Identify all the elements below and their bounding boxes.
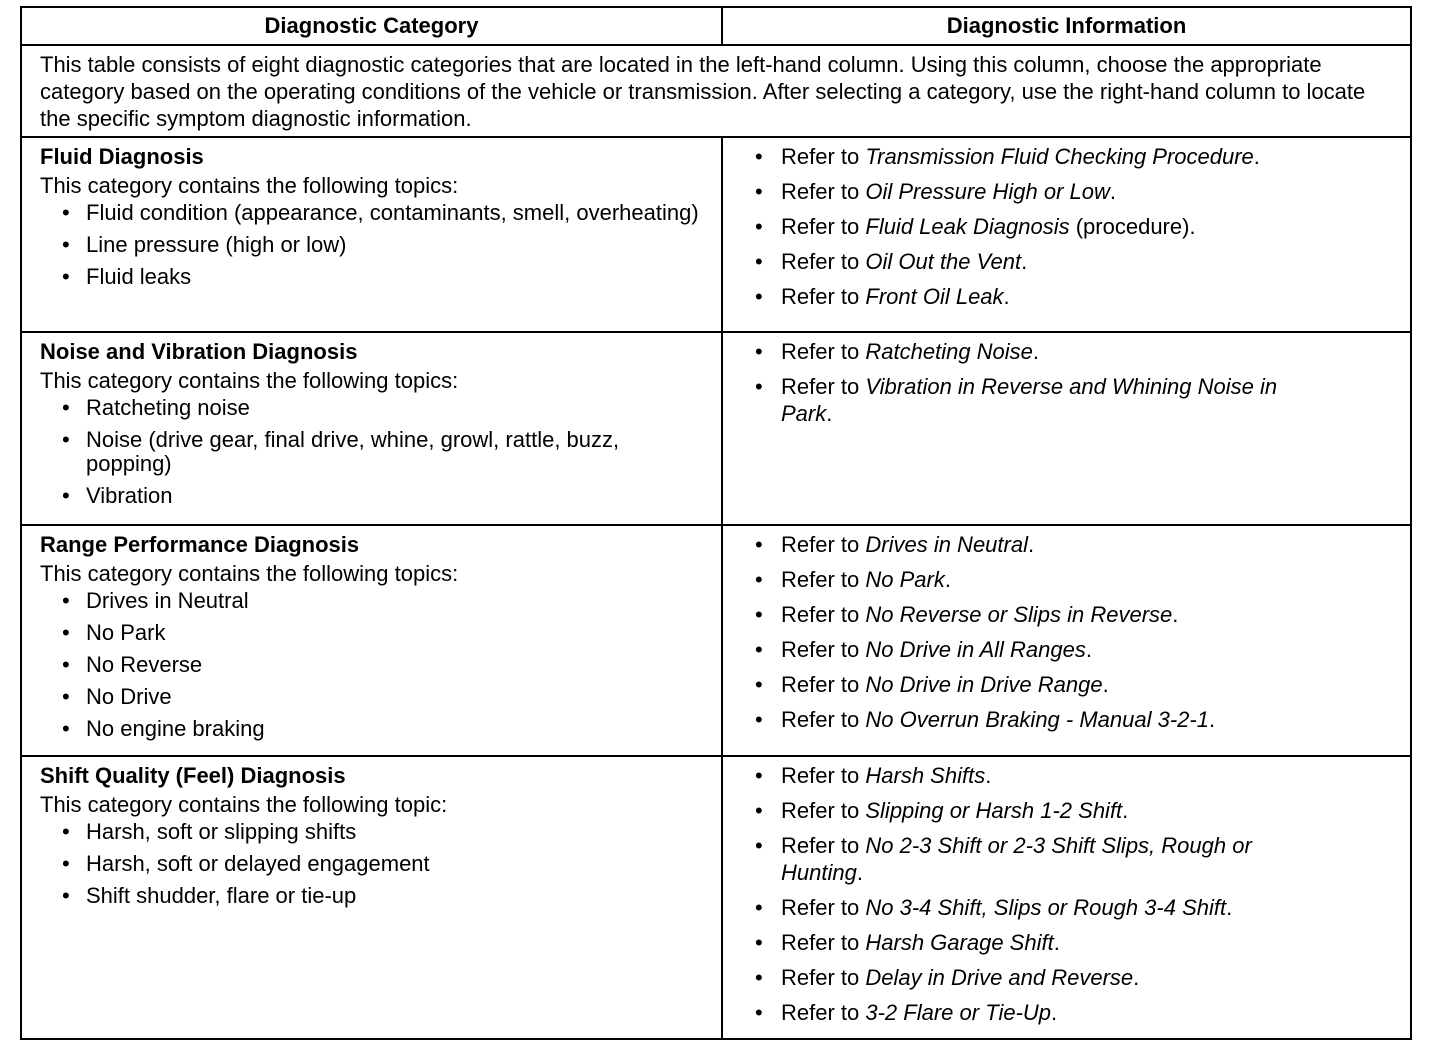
category-title: Shift Quality (Feel) Diagnosis (40, 763, 346, 788)
reference-prefix: Refer to (781, 249, 866, 274)
category-row-fluid (21, 137, 1411, 332)
reference-prefix: Refer to (781, 965, 866, 990)
topic-item: • No engine braking (40, 717, 707, 741)
reference-item (755, 601, 1396, 628)
topic-item: • Line pressure (high or low) (40, 233, 707, 257)
category-description: This category contains the following topics: (40, 173, 459, 198)
reference-list (755, 338, 1396, 427)
topic-list (40, 201, 707, 289)
topic-item: • Noise (drive gear, final drive, whine, growl, rattle, buzz, popping) (40, 428, 707, 476)
topic-item: • Harsh, soft or delayed engagement (40, 852, 707, 876)
procedure-link: No Drive in Drive Range (865, 672, 1103, 697)
info-cell (722, 137, 1411, 332)
reference-suffix: . (1102, 672, 1109, 697)
reference-suffix: . (826, 401, 833, 426)
reference-prefix: Refer to (781, 1000, 866, 1025)
reference-item (755, 964, 1396, 991)
category-title: Range Performance Diagnosis (40, 532, 360, 557)
category-description: This category contains the following topic: (40, 792, 448, 817)
reference-suffix: . (985, 763, 992, 788)
reference-suffix: . (1172, 602, 1179, 627)
reference-item (755, 706, 1396, 733)
procedure-link: Drives in Neutral (865, 532, 1028, 557)
topic-item: • Ratcheting noise (40, 396, 707, 420)
topic-item: • Harsh, soft or slipping shifts (40, 820, 707, 844)
category-cell (21, 756, 722, 1039)
reference-suffix: . (1109, 179, 1117, 204)
reference-prefix: Refer to (781, 637, 866, 662)
procedure-link: No Overrun Braking - Manual 3-2-1 (865, 707, 1209, 732)
info-cell (722, 525, 1411, 756)
category-description: This category contains the following topics: (40, 368, 459, 393)
reference-suffix: . (1021, 249, 1028, 274)
category-cell (21, 525, 722, 756)
procedure-link: No 3-4 Shift, Slips or Rough 3-4 Shift (865, 895, 1227, 920)
intro-row (21, 45, 1411, 137)
category-cell (21, 137, 722, 332)
procedure-link: Oil Pressure High or Low (865, 179, 1110, 204)
reference-item (755, 283, 1396, 310)
reference-item (755, 143, 1396, 170)
reference-suffix: . (1051, 1000, 1058, 1025)
reference-suffix: . (1208, 707, 1216, 732)
reference-prefix: Refer to (781, 707, 866, 732)
reference-prefix: Refer to (781, 602, 866, 627)
reference-suffix: . (1032, 339, 1040, 364)
reference-item (755, 671, 1396, 698)
procedure-link: Delay in Drive and Reverse (865, 965, 1134, 990)
reference-prefix: Refer to (781, 672, 866, 697)
reference-suffix: (procedure). (1069, 214, 1196, 239)
topic-item: • Vibration (40, 484, 707, 508)
reference-item (755, 178, 1396, 205)
info-cell (722, 332, 1411, 525)
info-cell (722, 756, 1411, 1039)
reference-suffix: . (1133, 965, 1140, 990)
reference-item (755, 832, 1396, 886)
reference-suffix: . (1122, 798, 1129, 823)
topic-item: • Fluid leaks (40, 265, 707, 289)
header-row (21, 7, 1411, 45)
topic-item: • No Park (40, 621, 707, 645)
reference-item (755, 929, 1396, 956)
header-diagnostic-information: Diagnostic Information (722, 7, 1411, 45)
procedure-link: No Reverse or Slips in Reverse (865, 602, 1173, 627)
reference-prefix: Refer to (781, 798, 866, 823)
category-description: This category contains the following topics: (40, 561, 459, 586)
reference-item (755, 797, 1396, 824)
reference-suffix: . (1027, 532, 1035, 557)
reference-item (755, 531, 1396, 558)
procedure-link: Harsh Shifts (865, 763, 986, 788)
reference-prefix: Refer to (781, 930, 866, 955)
reference-item (755, 636, 1396, 663)
category-title: Noise and Vibration Diagnosis (40, 339, 358, 364)
topic-item: • Shift shudder, flare or tie-up (40, 884, 707, 908)
procedure-link: Harsh Garage Shift (865, 930, 1054, 955)
procedure-link: Front Oil Leak (865, 284, 1004, 309)
reference-item (755, 566, 1396, 593)
reference-suffix: . (856, 860, 863, 885)
reference-item (755, 373, 1396, 427)
category-row-shift-quality (21, 756, 1411, 1039)
reference-prefix: Refer to (781, 833, 866, 858)
topic-item: • Fluid condition (appearance, contaminants, smell, overheating) (40, 201, 707, 225)
procedure-link: 3-2 Flare or Tie-Up (865, 1000, 1052, 1025)
reference-item (755, 248, 1396, 275)
reference-suffix: . (1003, 284, 1010, 309)
reference-prefix: Refer to (781, 532, 866, 557)
header-diagnostic-category: Diagnostic Category (21, 7, 722, 45)
reference-prefix: Refer to (781, 895, 866, 920)
category-cell (21, 332, 722, 525)
reference-list (755, 531, 1396, 733)
topic-list (40, 820, 707, 908)
topic-item: • No Reverse (40, 653, 707, 677)
diagnostic-table (20, 6, 1412, 1040)
reference-item (755, 762, 1396, 789)
reference-prefix: Refer to (781, 339, 866, 364)
procedure-link: No Drive in All Ranges (865, 637, 1086, 662)
procedure-link: Vibration in Reverse and Whining Noise in Park (781, 374, 1278, 426)
procedure-link: Transmission Fluid Checking Procedure (865, 144, 1254, 169)
reference-suffix: . (944, 567, 951, 592)
procedure-link: Oil Out the Vent (865, 249, 1022, 274)
topic-list (40, 396, 707, 508)
reference-prefix: Refer to (781, 284, 866, 309)
reference-suffix: . (1226, 895, 1233, 920)
topic-item: • Drives in Neutral (40, 589, 707, 613)
procedure-link: No Park (865, 567, 945, 592)
category-row-range-performance (21, 525, 1411, 756)
procedure-link: Ratcheting Noise (865, 339, 1033, 364)
reference-list (755, 762, 1396, 1026)
category-row-noise-vibration (21, 332, 1411, 525)
procedure-link: No 2-3 Shift or 2-3 Shift Slips, Rough or Hunting (781, 833, 1252, 885)
reference-prefix: Refer to (781, 179, 866, 204)
reference-prefix: Refer to (781, 567, 866, 592)
reference-suffix: . (1085, 637, 1092, 662)
reference-prefix: Refer to (781, 144, 866, 169)
reference-suffix: . (1253, 144, 1260, 169)
intro-text: This table consists of eight diagnostic categories that are located in the left-hand column. Using this column, choose the appropriate category based on the operating conditions of the vehicle or transmission. After selecting a category, use the right-hand column to locate the specific symptom diagnostic information. (21, 45, 1411, 137)
category-title: Fluid Diagnosis (40, 144, 204, 169)
topic-list (40, 589, 707, 741)
reference-item (755, 894, 1396, 921)
topic-item: • No Drive (40, 685, 707, 709)
reference-item (755, 338, 1396, 365)
procedure-link: Fluid Leak Diagnosis (865, 214, 1070, 239)
reference-suffix: . (1053, 930, 1060, 955)
reference-list (755, 143, 1396, 310)
procedure-link: Slipping or Harsh 1-2 Shift (865, 798, 1123, 823)
reference-prefix: Refer to (781, 374, 866, 399)
reference-prefix: Refer to (781, 763, 866, 788)
reference-prefix: Refer to (781, 214, 866, 239)
reference-item (755, 213, 1396, 240)
